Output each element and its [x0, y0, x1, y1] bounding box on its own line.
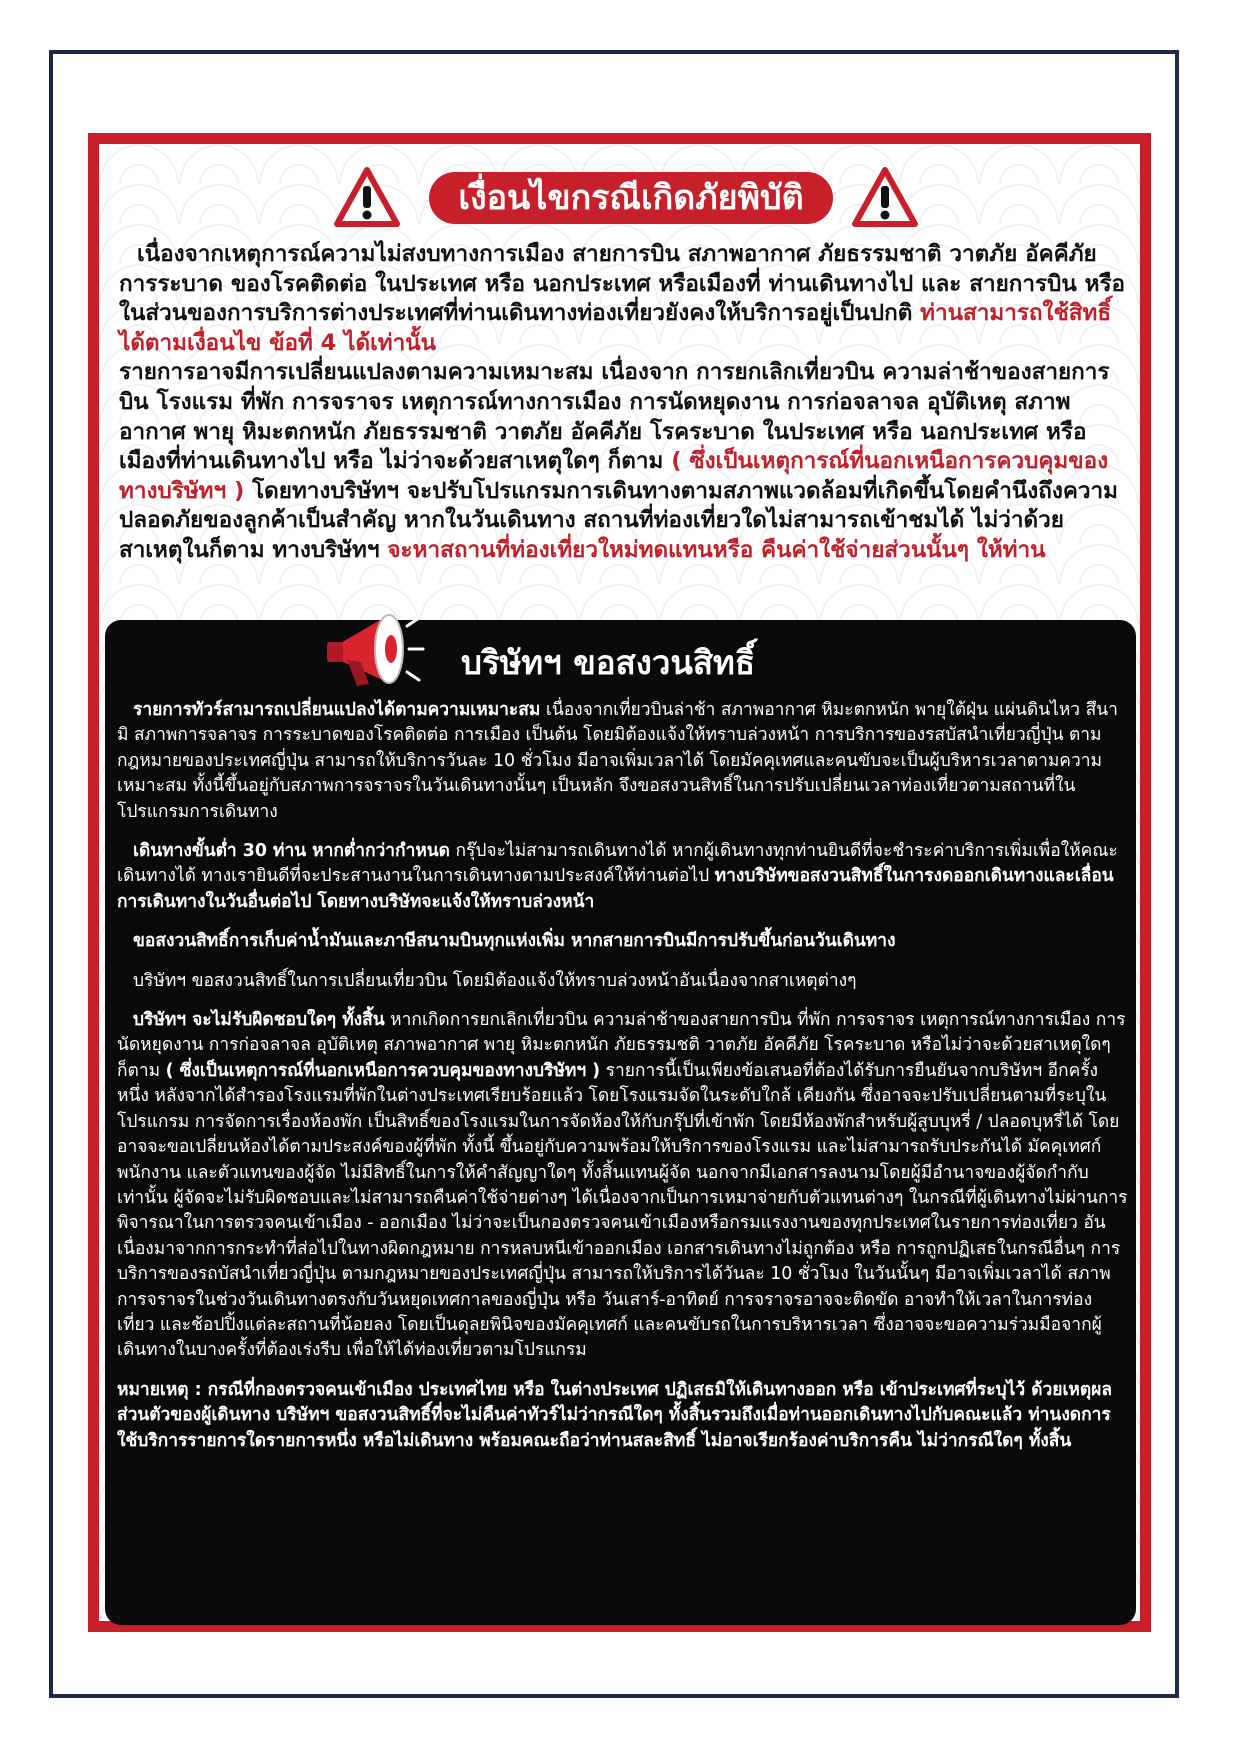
reserve-item-5 — [117, 1008, 1129, 1364]
reserve-item-3-bold: ขอสงวนสิทธิ์การเก็บค่าน้ำมันและภาษีสนามบินทุกแห่งเพิ่ม หากสายการบินมีการปรับขึ้นก่อนวันเดินทาง — [133, 931, 896, 952]
reserve-item-1 — [117, 698, 1129, 825]
conditions-card — [88, 133, 1151, 1632]
reserve-item-2-bold: เดินทางขั้นต่ำ 30 ท่าน หากต่ำกว่ากำหนด — [133, 841, 450, 862]
reserve-item-2 — [117, 839, 1129, 915]
reserve-item-3 — [117, 929, 1129, 954]
megaphone-icon — [317, 596, 427, 696]
header-row — [99, 166, 1140, 236]
reserve-item-2-bold-b: ทางบริษัทขอสงวนสิทธิ์ในการงดออกเดินทางและเลื่อนการเดินทางในวันอื่นต่อไป โดยทางบริษัทจะแจ้งให้ทราบล่วงหน้า — [117, 866, 1114, 912]
reserve-rights-panel — [105, 620, 1136, 1625]
reserve-item-5-bold: บริษัทฯ จะไม่รับผิดชอบใดๆ ทั้งสิ้น — [133, 1010, 385, 1031]
warning-triangle-icon — [851, 166, 919, 228]
intro-text — [119, 240, 1127, 566]
reserve-item-5-bold-b: ( ซึ่งเป็นเหตุการณ์ที่นอกเหนือการควบคุมของทางบริษัทฯ ) — [165, 1060, 601, 1081]
reserve-body — [117, 698, 1129, 1468]
intro-paragraph-1 — [119, 240, 1127, 358]
reserve-item-4-text: บริษัทฯ ขอสงวนสิทธิ์ในการเปลี่ยนเที่ยวบิน โดยมิต้องแจ้งให้ทราบล่วงหน้าอันเนื่องจากสาเหตุต่างๆ — [133, 970, 857, 991]
intro-p1-text: เนื่องจากเหตุการณ์ความไม่สงบทางการเมือง สายการบิน สภาพอากาศ ภัยธรรมชาติ วาตภัย อัคคีภัย การระบาด ของโรคติดต่อ ในประเทศ หรือ นอกประเทศ หรือเมืองที่ ท่านเดินทางไป และ สายการบิน หรือในส่วนของการบริการต่างประเทศที่ท่านเดินทางท่องเที่ยวยังคงให้บริการอยู่เป็นปกติ — [119, 241, 1126, 327]
reserve-note-text: หมายเหตุ : กรณีที่กองตรวจคนเข้าเมือง ประเทศไทย หรือ ในต่างประเทศ ปฏิเสธมิให้เดินทางออก หรือ เข้าประเทศที่ระบุไว้ ด้วยเหตุผลส่วนตัวของผู้เดินทาง บริษัทฯ ขอสงวนสิทธิ์ที่จะไม่คืนค่าทัวร์ไม่ว่ากรณีใดๆ ทั้งสิ้นรวมถึงเมื่อท่านออกเดินทางไปกับคณะแล้ว ท่านงดการใช้บริการรายการใดรายการหนึ่ง หรือไม่เดินทาง พร้อมคณะถือว่าท่านสละสิทธิ์ ไม่อาจเรียกร้องค่าบริการคืน ไม่ว่ากรณีใดๆ ทั้งสิ้น — [117, 1379, 1113, 1451]
intro-p2-highlight-a: ( ซึ่งเป็นเหตุการณ์ที่นอกเหนือการควบคุมของทางบริษัทฯ ) — [119, 448, 1109, 504]
intro-paragraph-2 — [119, 358, 1127, 565]
intro-p2-text-b: โดยทางบริษัทฯ จะปรับโปรแกรมการเดินทางตามสภาพแวดล้อมที่เกิดขึ้นโดยคำนึงถึงความปลอดภัยของลูกค้าเป็นสำคัญ หากในวันเดินทาง สถานที่ท่องเที่ยวใดไม่สามารถเข้าชมได้ ไม่ว่าด้วยสาเหตุในก็ตาม ทางบริษัทฯ — [119, 477, 1118, 563]
reserve-item-5-text-a: หากเกิดการยกเลิกเที่ยวบิน ความล่าช้าของสายการบิน ที่พัก การจราจร เหตุการณ์ทางการเมือง การนัดหยุดงาน การก่อจลาจล อุบัติเหตุ สภาพอากาศ พายุ หิมะตกหนัก ภัยธรรมชติ วาตภัย อัคคีภัย โรคระบาด หรือไม่ว่าจะด้วยสาเหตุใดๆ ก็ตาม — [117, 1010, 1126, 1081]
reserve-item-1-bold: รายการทัวร์สามารถเปลี่ยนแปลงได้ตามความเหมาะสม — [133, 700, 541, 720]
reserve-item-4 — [117, 969, 1129, 994]
reserve-note — [117, 1378, 1129, 1454]
page-title: เงื่อนไขกรณีเกิดภัยพิบัติ — [429, 172, 833, 224]
intro-p2-highlight-b: จะหาสถานที่ท่องเที่ยวใหม่ทดแทนหรือ คืนค่าใช้จ่ายส่วนนั้นๆ ให้ท่าน — [387, 536, 1046, 563]
intro-p1-highlight: ท่านสามารถใช้สิทธิ์ได้ตามเงื่อนไข ข้อที่ 4 ได้เท่านั้น — [119, 300, 1112, 356]
reserve-item-2-text: กรุ๊ปจะไม่สามารถเดินทางได้ หากผู้เดินทางทุกท่านยินดีที่จะชำระค่าบริการเพิ่มเพื่อให้คณะเดินทางได้ ทางเรายินดีที่จะประสานงานในการเดินทางตามประสงค์ให้ท่านต่อไป — [117, 841, 1118, 887]
reserve-item-5-text-b: รายการนี้เป็นเพียงข้อเสนอที่ต้องได้รับการยืนยันจากบริษัทฯ อีกครั้งหนึ่ง หลังจากได้สำรองโรงแรมที่พักในต่างประเทศเรียบร้อยแล้ว โดยโรงแรมจัดในระดับใกล้ เคียงกัน ซึ่งอาจจะปรับเปลี่ยนตามที่ระบุในโปรแกรม การจัดการเรื่องห้องพัก เป็นสิทธิ์ของโรงแรมในการจัดห้องให้กับกรุ๊ปที่เข้าพัก โดยมีห้องพักสำหรับผู้สูบบุหรี่ / ปลอดบุหรี่ได้ โดยอาจจะขอเปลี่ยนห้องได้ตามประสงค์ของผู้ที่พัก ทั้งนี้ ขึ้นอยู่กับความพร้อมให้บริการของโรงแรม และไม่สามารถรับประกันได้ มัคคุเทศก์ พนักงาน และตัวแทนของผู้จัด ไม่มีสิทธิ์ในการให้คำสัญญาใดๆ ทั้งสิ้นแทนผู้จัด นอกจากมีเอกสารลงนามโดยผู้มีอำนาจของผู้จัดกำกับเท่านั้น ผู้จัดจะไม่รับผิดชอบและไม่สามารถคืนค่าใช้จ่ายต่างๆ ได้เนื่องจากเป็นการเหมาจ่ายกับตัวแทนต่างๆ ในกรณีที่ผู้เดินทางไม่ผ่านการพิจารณาในการตรวจคนเข้าเมือง - ออกเมือง ไม่ว่าจะเป็นกองตรวจคนเข้าเมืองหรือกรมแรงงานของทุกประเทศในรายการท่องเที่ยว อันเนื่องมาจากการกระทำที่ส่อไปในทางผิดกฎหมาย การหลบหนีเข้าออกเมือง เอกสารเดินทางไม่ถูกต้อง หรือ การถูกปฏิเสธในกรณีอื่นๆ การบริการของรถบัสนำเที่ยวญี่ปุ่น ตามกฎหมายของประเทศญี่ปุ่น สามารถให้บริการได้วันละ 10 ชั่วโมง ในวันนั้นๆ มีอาจเพิ่มเวลาได้ สภาพการจราจรในช่วงวันเดินทางตรงกับวันหยุดเทศกาลของญี่ปุ่น หรือ วันเสาร์-อาทิตย์ การจราจรอาจจะติดขัด อาจทำให้เวลาในการท่องเที่ยว และช้อปปิ้งแต่ละสถานที่น้อยลง โดยเป็นดุลยพินิจของมัคคุเทศก์ และคนขับรถในการบริหารเวลา ซึ่งอาจจะขอความร่วมมือจากผู้เดินทางในบางครั้งที่ต้องเร่งรีบ เพื่อให้ได้ท่องเที่ยวตามโปรแกรม — [117, 1060, 1128, 1361]
intro-p2-text-a: รายการอาจมีการเปลี่ยนแปลงตามความเหมาะสม เนื่องจาก การยกเลิกเที่ยวบิน ความล่าช้าของสายการบิน โรงแรม ที่พัก การจราจร เหตุการณ์ทางการเมือง การนัดหยุดงาน การก่อจลาจล อุบัติเหตุ สภาพอากาศ พายุ หิมะตกหนัก ภัยธรรมชาติ วาตภัย อัคคีภัย โรคระบาด ในประเทศ หรือ นอกประเทศ หรือเมืองที่ท่านเดินทางไป หรือ ไม่ว่าจะด้วยสาเหตุใดๆ ก็ตาม — [119, 359, 1110, 475]
reserve-item-1-text: เนื่องจากเที่ยวบินล่าช้า สภาพอากาศ หิมะตกหนัก พายุใต้ฝุ่น แผ่นดินไหว สึนามิ สภาพการจลาจร การระบาดของโรคติดต่อ การเมือง เป็นต้น โดยมิต้องแจ้งให้ทราบล่วงหน้า การบริการของรสบัสนำเที่ยวญี่ปุ่น ตามกฎหมายของประเทศญี่ปุ่น สามารถให้บริการวันละ 10 ชั่วโมง มีอาจเพิ่มเวลาได้ โดยมัคคุเทศและคนขับจะเป็นผู้บริหารเวลาตามความเหมาะสม ทั้งนี้ขึ้นอยู่กับสภาพการจราจรในวันเดินทางนั้นๆ เป็นหลัก จึงขอสงวนสิทธิ์ในการปรับเปลี่ยนเวลาท่องเที่ยวตามสถานที่ในโปรแกรมการเดินทาง — [117, 700, 1118, 822]
reserve-title: บริษัทฯ ขอสงวนสิทธิ์ — [461, 643, 755, 682]
warning-triangle-icon — [333, 166, 401, 228]
